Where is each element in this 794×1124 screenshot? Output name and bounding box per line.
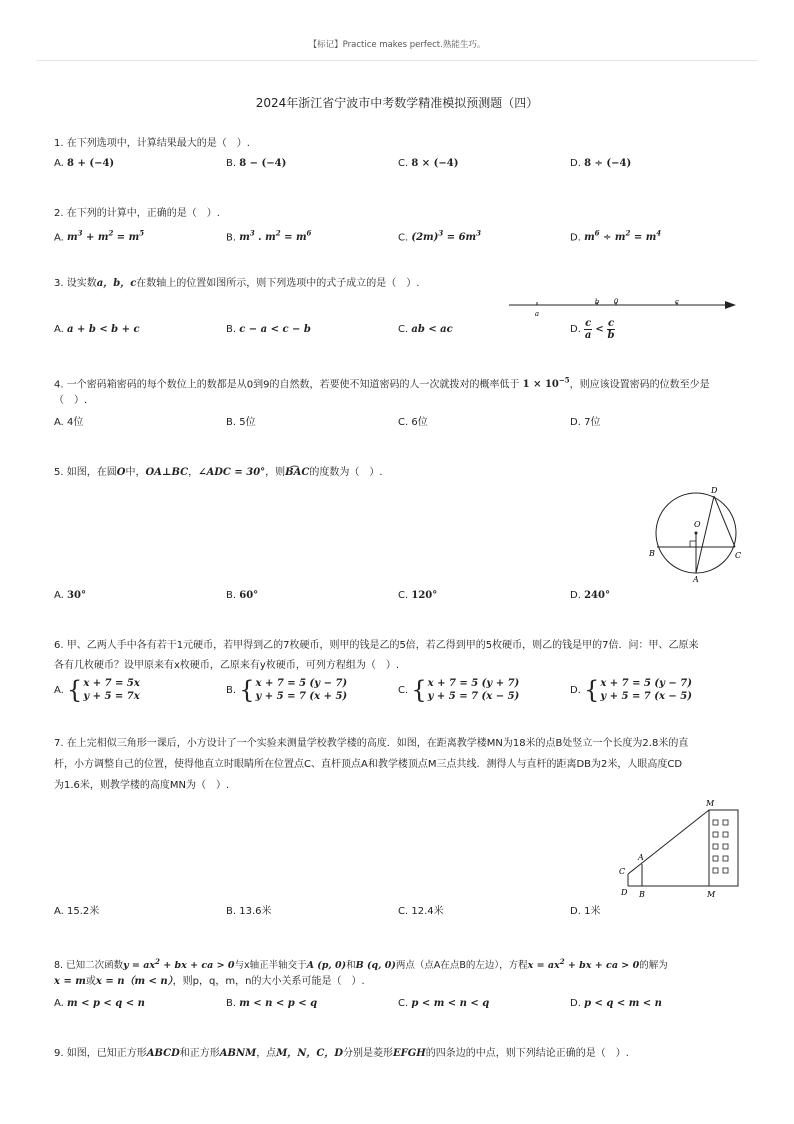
q1-d-label: D. — [570, 158, 581, 169]
q6-a-label: A. — [54, 685, 64, 696]
q5-circle-figure — [648, 484, 744, 584]
q7-a-text: 15.2米 — [67, 906, 100, 917]
q7-option-c[interactable] — [398, 905, 444, 919]
q5-option-a[interactable] — [54, 589, 86, 603]
q9-stem-mid2: ，点 — [256, 1048, 277, 1059]
q7-stem-line1: 7. 在上完相似三角形一课后，小方设计了一个实验来测量学校教学楼的高度．如图，在距离教学楼MN为18米的点B处竖立一个长度为2.8米的直 — [54, 738, 689, 749]
q6-c-eq2: y + 5 = 7 (x − 5) — [427, 691, 520, 702]
q3-option-c[interactable] — [398, 323, 453, 337]
q5-a-text: 30° — [67, 590, 86, 601]
q7-b-text: 13.6米 — [239, 906, 272, 917]
q7-label-b: B — [639, 890, 645, 899]
q2-option-a[interactable]: A. $m^3 + m^2 = m^5$ — [54, 229, 145, 244]
q7-d-text: 1米 — [584, 906, 601, 917]
q4-c-label: C. — [398, 417, 409, 428]
q8-stem1-pre: 8. 已知二次函数 — [54, 960, 124, 972]
q5-label-a: A — [693, 575, 699, 584]
q6-c-label: C. — [398, 685, 409, 696]
q6-b-eq2: y + 5 = 7 (x + 5) — [255, 691, 348, 702]
q3-number-line — [506, 296, 740, 320]
q3-stem-pre: 3. 设实数 — [54, 278, 97, 289]
q8-b-text: m < n < p < q — [239, 998, 318, 1009]
q4-option-a[interactable] — [54, 416, 83, 430]
q7-label-m-bottom: M — [707, 890, 716, 899]
q5-d-text: 240° — [584, 590, 610, 601]
q8-a-label: A. — [54, 998, 64, 1009]
q1-b-text: 8 − (−4) — [239, 158, 287, 169]
q8-stem2-post: ，则p，q，m，n的大小关系可能是（ ）. — [172, 976, 365, 987]
q8-c-label: C. — [398, 998, 409, 1009]
q5-label-c: C — [735, 551, 742, 560]
q3-stem-vars: a，b，c — [96, 278, 137, 289]
q7-option-d[interactable] — [570, 905, 600, 919]
q6-d-label: D. — [570, 685, 581, 696]
q7-label-d: D — [621, 888, 628, 897]
q1-option-c[interactable] — [398, 157, 458, 171]
q5-c-label: C. — [398, 590, 409, 601]
q3-stem-post: 在数轴上的位置如图所示，则下列选项中的式子成立的是（ ）. — [136, 278, 420, 289]
q8-stem-line1: 8. 已知二次函数$y = ax^2$ + bx + ca > 0与x轴正半轴交于A (p, 0)和B (q, 0)两点（点A在点B的左边），方程$x = ax^2$ + bx + ca > 0的解为 — [54, 957, 668, 972]
q6-a-eq2: y + 5 = 7x — [83, 691, 140, 702]
q7-c-label: C. — [398, 906, 409, 917]
q8-stem2-pre: 或 — [85, 976, 96, 987]
q2-b-label: B. — [226, 232, 237, 244]
q8-option-b[interactable] — [226, 997, 317, 1011]
q7-label-a: A — [638, 853, 644, 862]
q6-b-label: B. — [226, 685, 237, 696]
q5-stem-post: ，则 — [265, 467, 286, 478]
q7-stem-line2: 杆，小方调整自己的位置，使得他直立时眼睛所在位置点C、直杆顶点A和教学楼顶点M三点共线．测得人与直杆的距离DB为2米，人眼高度CD — [54, 759, 683, 770]
q8-stem1-and: 和 — [346, 960, 356, 972]
q7-c-text: 12.4米 — [411, 906, 444, 917]
q1-option-b[interactable] — [226, 157, 286, 171]
q5-option-b[interactable] — [226, 589, 258, 603]
q4-stem-line2: （ ）. — [54, 395, 88, 406]
q5-d-label: D. — [570, 590, 581, 601]
q4-d-text: 7位 — [584, 417, 601, 428]
q7-option-a[interactable] — [54, 905, 99, 919]
q6-a-eq1: x + 7 = 5x — [83, 678, 140, 689]
q3-a-text: a + b < b + c — [67, 324, 140, 335]
q1-d-text: 8 ÷ (−4) — [584, 158, 632, 169]
q7-label-m-top: M — [706, 799, 715, 808]
q7-label-c: C — [619, 867, 626, 876]
q7-a-label: A. — [54, 906, 64, 917]
q1-a-label: A. — [54, 158, 64, 169]
q3-label-b: b — [594, 297, 600, 306]
q5-option-d[interactable] — [570, 589, 610, 603]
q2-option-c[interactable]: C. $(2m)^3 = 6m^3$ — [398, 229, 482, 244]
q3-stem — [54, 277, 419, 291]
q4-option-d[interactable] — [570, 416, 600, 430]
q8-stem1-post: 两点（点A在点B的左边），方程 — [395, 960, 528, 972]
page-title: 2024年浙江省宁波市中考数学精准模拟预测题（四） — [255, 96, 539, 110]
q5-label-b: B — [649, 549, 655, 558]
q1-a-text: 8 + (−4) — [67, 158, 115, 169]
q4-option-b[interactable] — [226, 416, 256, 430]
q3-label-a: a — [534, 310, 540, 318]
q2-c-label: C. — [398, 232, 409, 244]
q5-stem-end: 的度数为（ ）. — [309, 467, 383, 478]
q9-stem-post: 的四条边的中点，则下列结论正确的是（ ）. — [425, 1048, 629, 1059]
q8-option-d[interactable] — [570, 997, 662, 1011]
q6-stem-line2: 各有几枚硬币？设甲原来有x枚硬币，乙原来有y枚硬币，可列方程组为（ ）. — [54, 660, 400, 671]
q1-option-d[interactable] — [570, 157, 631, 171]
q7-stem-line3: 为1.6米，则教学楼的高度MN为（ ）. — [54, 780, 230, 791]
q8-d-label: D. — [570, 998, 581, 1009]
q3-d-label: D. — [570, 324, 581, 335]
q8-stem1-mid: 与x轴正半轴交于 — [234, 960, 307, 972]
q4-stem: 4. 一个密码箱密码的每个数位上的数都是从0到9的自然数，若要使不知道密码的人一次就拨对的概率低于 $1 \times 10^{-5}$，则应该设置密码的位数至少是 — [54, 376, 710, 391]
q3-option-a[interactable] — [54, 323, 140, 337]
q9-stem: 9. 如图，已知正方形ABCD和正方形ABNM，点M，N，C，D分别是菱形EFGH的四条边的中点，则下列结论正确的是（ ）. — [54, 1048, 629, 1059]
q9-stem-mid: 和正方形 — [179, 1048, 220, 1059]
q4-stem-text: 4. 一个密码箱密码的每个数位上的数都是从0到9的自然数，若要使不知道密码的人一次就拨对的概率低于 — [54, 379, 520, 391]
q3-option-d[interactable]: D. $\frac{c}{a}$ < $\frac{c}{b}$ — [570, 317, 615, 341]
q4-d-label: D. — [570, 417, 581, 428]
q4-a-label: A. — [54, 417, 64, 428]
q8-option-a[interactable] — [54, 997, 145, 1011]
q2-d-label: D. — [570, 232, 581, 244]
q5-c-text: 120° — [411, 590, 438, 601]
q2-a-label: A. — [54, 232, 64, 244]
page-header: 【标记】Practice makes perfect.熟能生巧。 — [308, 40, 486, 50]
q5-stem-pre: 5. 如图，在圆 — [54, 467, 117, 478]
q5-label-d: D — [711, 486, 718, 495]
q3-c-label: C. — [398, 324, 409, 335]
q8-b-label: B. — [226, 998, 237, 1009]
q3-option-b[interactable] — [226, 323, 311, 337]
q6-b-eq1: x + 7 = 5 (y − 7) — [255, 678, 348, 689]
q8-a-text: m < p < q < n — [67, 998, 145, 1009]
q5-stem: 5. 如图，在圆O中，OA⊥BC，∠ADC = 30°，则B͡AC的度数为（ ）. — [54, 467, 383, 478]
q7-option-b[interactable] — [226, 905, 272, 919]
q7-b-label: B. — [226, 906, 237, 917]
q8-c-text: p < m < n < q — [411, 998, 490, 1009]
q1-c-text: 8 × (−4) — [411, 158, 459, 169]
q5-b-label: B. — [226, 590, 237, 601]
q5-option-c[interactable] — [398, 589, 437, 603]
q1-b-label: B. — [226, 158, 237, 169]
q3-a-label: A. — [54, 324, 64, 335]
q1-stem: 1. 在下列选项中，计算结果最大的是（ ）. — [54, 138, 250, 149]
q1-c-label: C. — [398, 158, 409, 169]
q6-option-c[interactable]: C. { x + 7 = 5 (y + 7) y + 5 = 7 (x − 5) — [398, 676, 520, 704]
q6-d-eq2: y + 5 = 7 (x − 5) — [600, 691, 692, 702]
q9-stem-mid3: 分别是菱形 — [343, 1048, 394, 1059]
q3-label-zero: 0 — [613, 297, 619, 306]
q7-building-figure — [614, 796, 748, 902]
q4-a-text: 4位 — [67, 417, 84, 428]
q9-stem-pre: 9. 如图，已知正方形 — [54, 1048, 147, 1059]
q8-option-c[interactable] — [398, 997, 489, 1011]
q8-d-text: p < q < m < n — [584, 998, 662, 1009]
q6-option-a[interactable]: A. { x + 7 = 5x y + 5 = 7x — [54, 676, 140, 704]
q6-stem-line1: 6. 甲、乙两人手中各有若干1元硬币，若甲得到乙的7枚硬币，则甲的钱是乙的5倍，若乙得到甲的5枚硬币，则乙的钱是甲的7倍．问：甲、乙原来 — [54, 640, 699, 651]
q5-b-text: 60° — [239, 590, 259, 601]
q8-stem-line2: x = m或x = n（m < n），则p，q，m，n的大小关系可能是（ ）. — [54, 976, 365, 987]
q8-stem1-end: 的解为 — [639, 960, 668, 972]
q1-option-a[interactable] — [54, 157, 114, 171]
q7-d-label: D. — [570, 906, 581, 917]
q4-b-label: B. — [226, 417, 237, 428]
q3-b-label: B. — [226, 324, 237, 335]
q6-d-eq1: x + 7 = 5 (y − 7) — [600, 678, 692, 689]
header-divider — [36, 60, 758, 61]
q6-option-d[interactable]: D. { x + 7 = 5 (y − 7) y + 5 = 7 (x − 5) — [570, 676, 692, 704]
q6-option-b[interactable]: B. { x + 7 = 5 (y − 7) y + 5 = 7 (x + 5) — [226, 676, 348, 704]
q3-b-text: c − a < c − b — [239, 324, 311, 335]
q6-c-eq1: x + 7 = 5 (y + 7) — [427, 678, 520, 689]
q4-option-c[interactable] — [398, 416, 428, 430]
q5-a-label: A. — [54, 590, 64, 601]
q3-c-text: ab < ac — [411, 324, 453, 335]
q4-b-text: 5位 — [239, 417, 256, 428]
q3-label-c: c — [675, 297, 679, 306]
q2-stem: 2. 在下列的计算中，正确的是（ ）. — [54, 208, 220, 219]
q4-c-text: 6位 — [411, 417, 428, 428]
q4-stem-end: ，则应该设置密码的位数至少是 — [569, 379, 710, 391]
q2-option-b[interactable]: B. $m^3$ . $m^2 = m^6$ — [226, 229, 312, 244]
q2-option-d[interactable]: D. $m^6 \div m^2 = m^4$ — [570, 229, 662, 244]
q5-label-o: O — [694, 520, 701, 529]
q5-stem-mid: 中， — [125, 467, 146, 478]
